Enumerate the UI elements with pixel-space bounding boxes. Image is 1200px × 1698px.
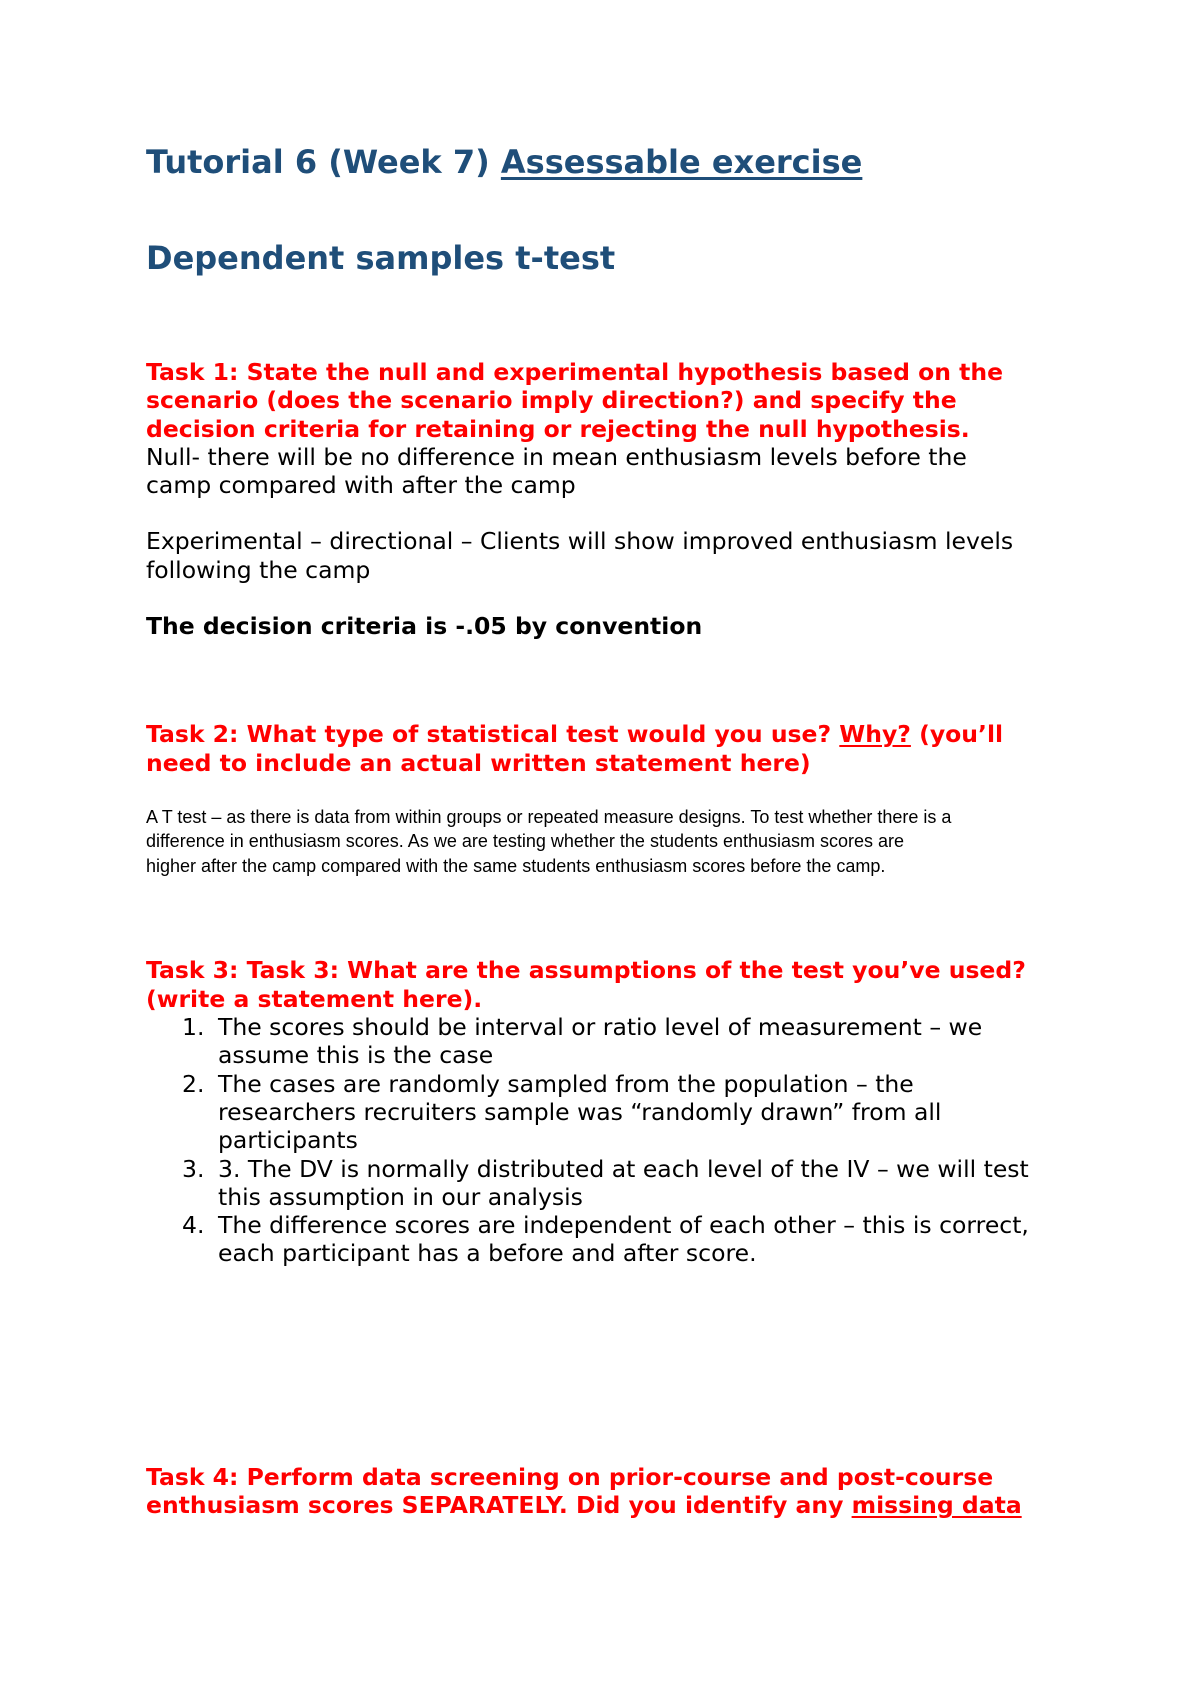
task2-why-link: Why? [839,720,911,749]
page-subtitle: Dependent samples t-test [146,239,616,277]
list-item: 4. The difference scores are independent of each other – this is correct, each participant has a before and after score. [182,1211,1029,1268]
task3-section [146,956,1076,1267]
list-item: 1. The scores should be interval or ratio level of measurement – we assume this is the case [182,1013,983,1070]
task2-heading: Task 2: What type of statistical test would you use? Why? (you’ll need to include an actual written statement here) [146,720,1004,777]
title-prefix: Tutorial 6 (Week 7) [146,143,501,181]
list-item: 3. 3. The DV is normally distributed at each level of the IV – we will test this assumption in our analysis [182,1154,1029,1211]
list-item: 2. The cases are randomly sampled from the population – the researchers recruiters sample was “randomly drawn” from all participants [182,1069,942,1155]
task4-heading: Task 4: Perform data screening on prior-course and post-course enthusiasm scores SEPARATELY. Did you identify any missing data [146,1462,1022,1520]
task1-heading: Task 1: State the null and experimental hypothesis based on the scenario (does the scenario imply direction?) and specify the decision criteria for retaining or rejecting the null hypothesis. [146,358,1004,443]
assumptions-list [146,1013,1076,1268]
missing-data-link: missing data [851,1491,1022,1520]
task1-decision-criteria: The decision criteria is -.05 by convention [146,612,703,641]
task1-section [146,358,1076,640]
task2-answer: A T test – as there is data from within groups or repeated measure designs. To test whether there is a difference in enthusiasm scores. As we are testing whether the students enthusiasm scores are higher after the camp compared with the same students enthusiasm scores before the camp. [146,806,952,876]
task2-section [146,720,1076,878]
document-content [146,140,1076,1519]
task3-heading: Task 3: Task 3: What are the assumptions of the test you’ve used? (write a statement here). [146,956,1026,1013]
task1-null-hypothesis: Null- there will be no difference in mean enthusiasm levels before the camp compared with after the camp [146,442,967,500]
task4-section [146,1463,1076,1520]
page-title [146,140,1076,184]
task1-experimental-hypothesis: Experimental – directional – Clients will show improved enthusiasm levels following the camp [146,527,1014,584]
title-link: Assessable exercise [500,143,863,181]
